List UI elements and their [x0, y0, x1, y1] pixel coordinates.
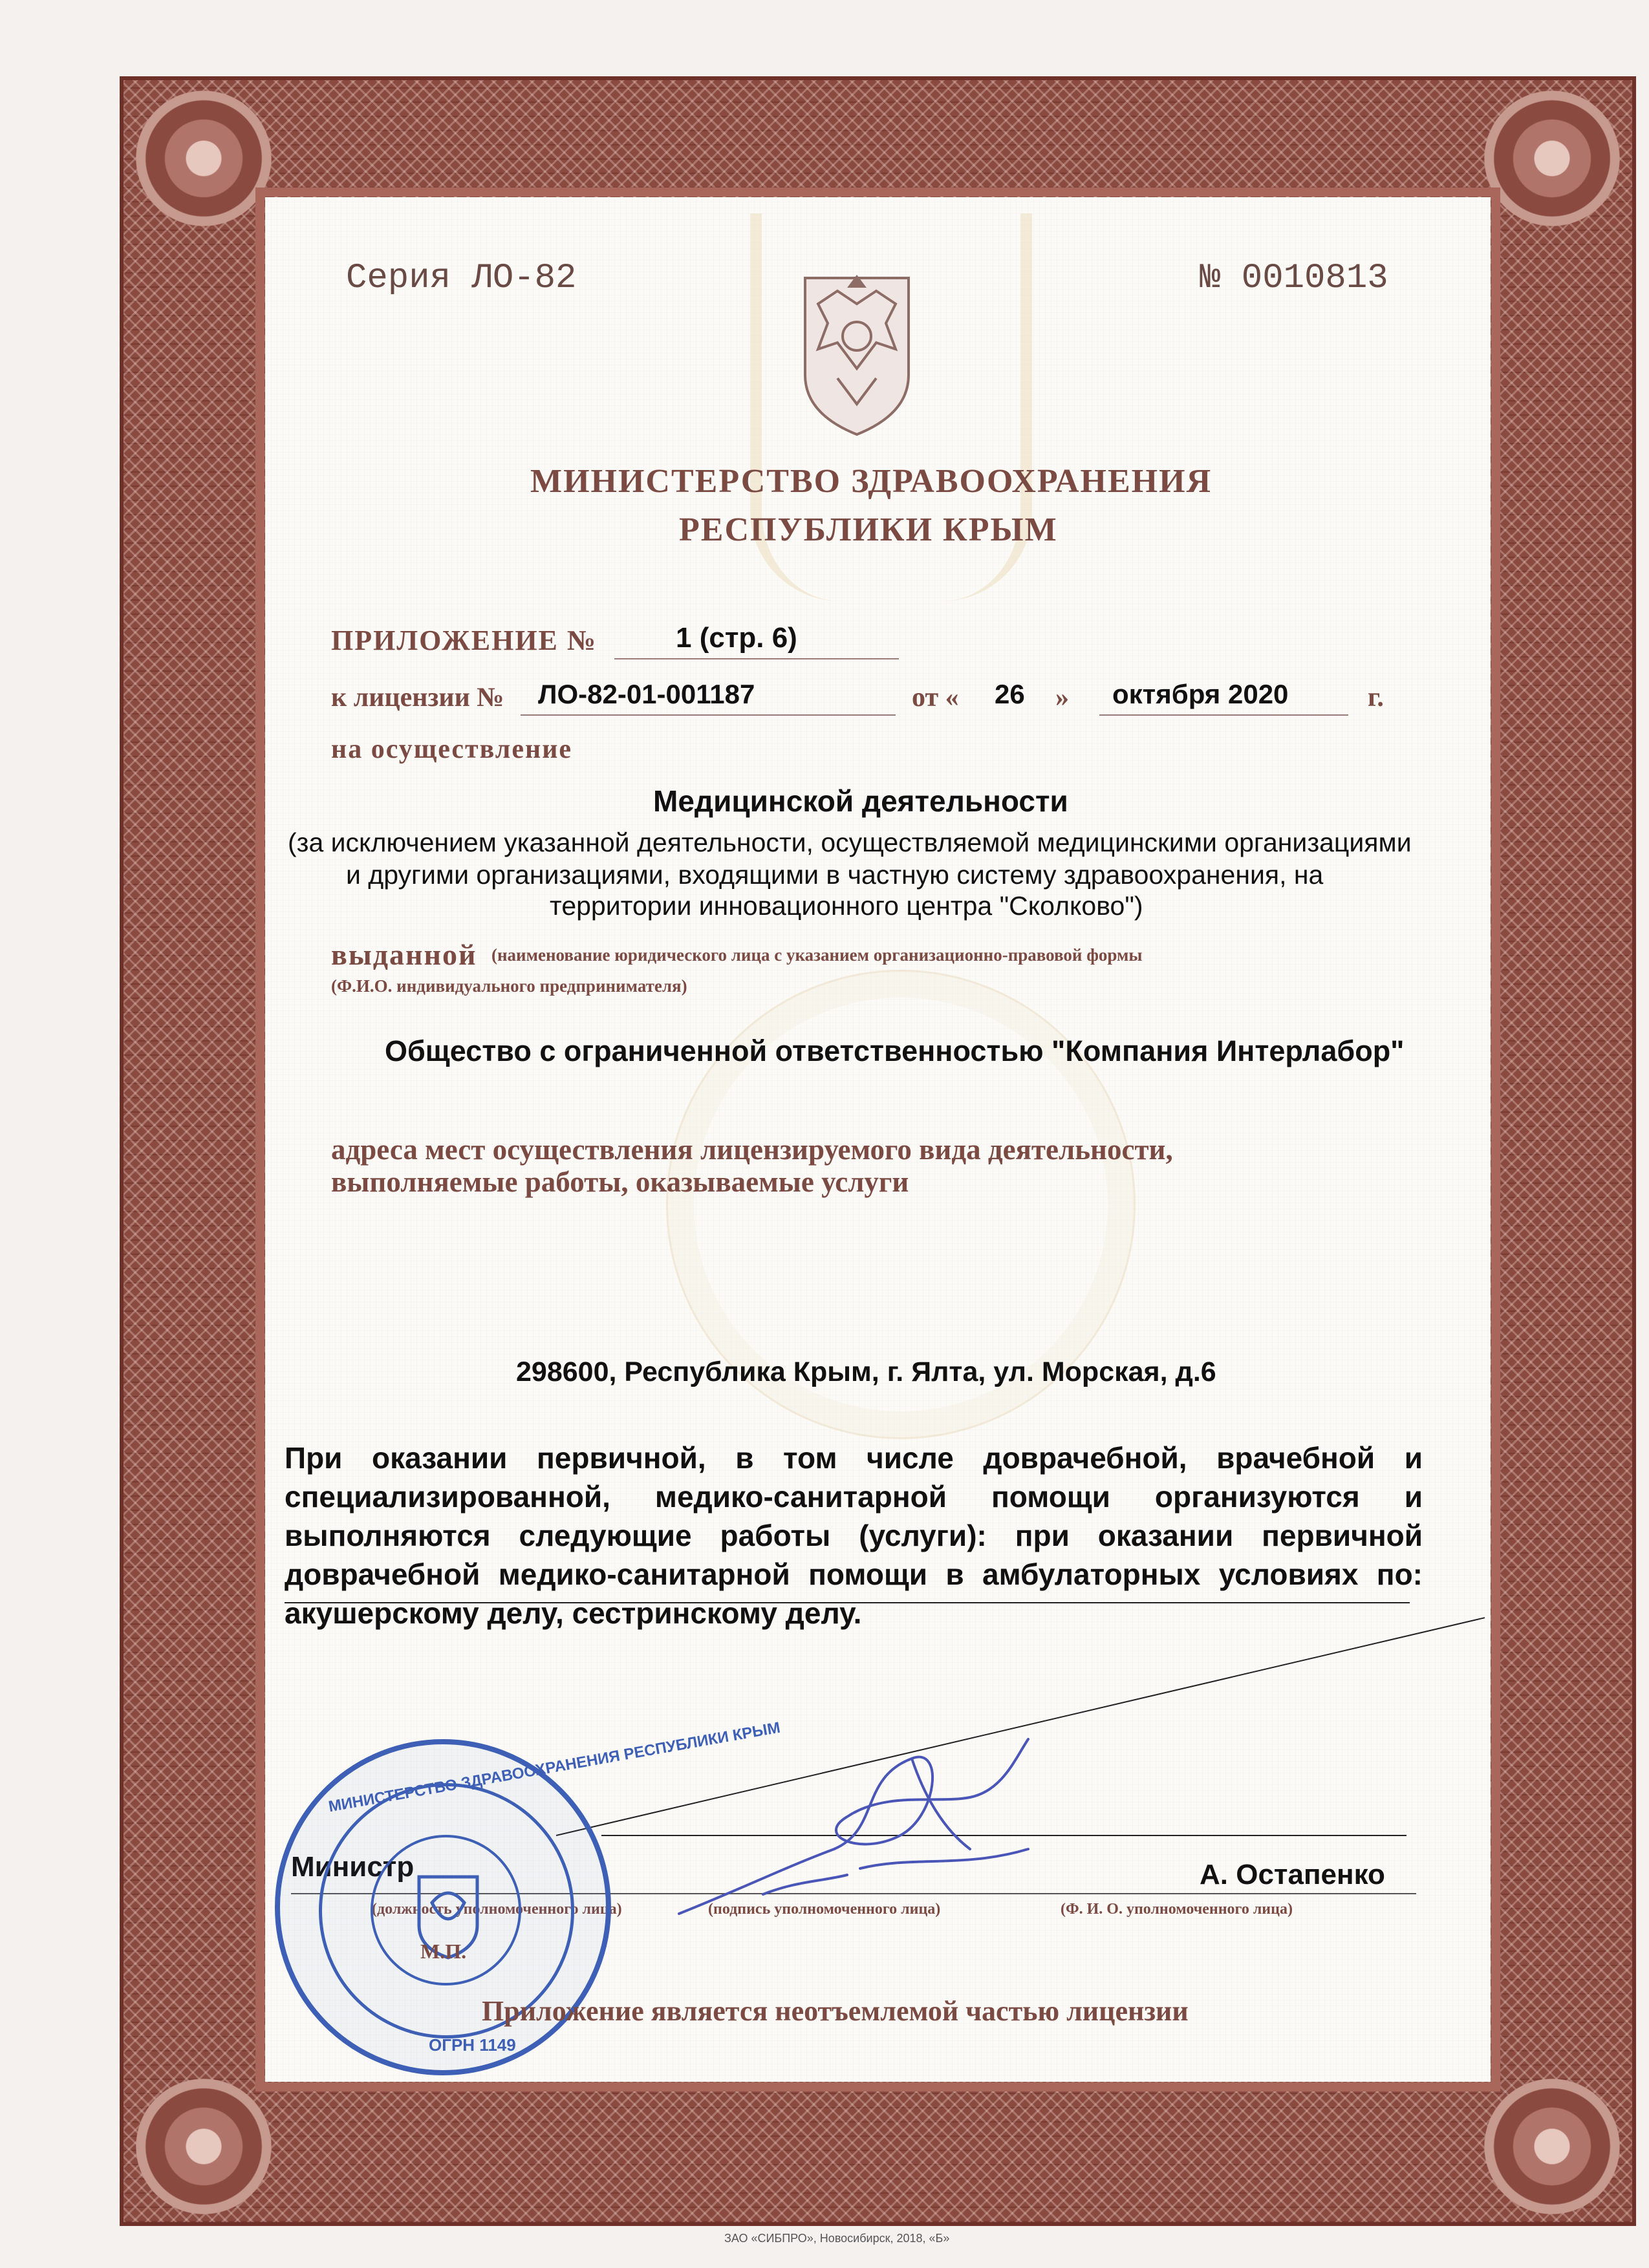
seal-ogrn: ОГРН 1149: [429, 2035, 516, 2055]
seal-ring-text: МИНИСТЕРСТВО ЗДРАВООХРАНЕНИЯ РЕСПУБЛИКИ КРЫМ: [327, 1718, 782, 1816]
activity-note-line3: территории инновационного центра "Сколково"): [550, 891, 1143, 921]
license-month-year: октября 2020: [1112, 679, 1289, 709]
position-caption: (должность уполномоченного лица): [372, 1901, 622, 1918]
appendix-label: ПРИЛОЖЕНИЕ №: [331, 625, 598, 656]
license-number: ЛО-82-01-001187: [538, 679, 755, 709]
activity-note-line1: (за исключением указанной деятельности, осуществляемой медицинскими организациями: [288, 828, 1412, 857]
signatory-position: Министр: [291, 1851, 415, 1883]
form-number: № 0010813: [1200, 259, 1388, 298]
printer-imprint: ЗАО «СИБПРО», Новосибирск, 2018, «Б»: [724, 2232, 950, 2245]
addresses-label-line2: выполняемые работы, оказываемые услуги: [331, 1166, 909, 1198]
z-line-top: [285, 1602, 1410, 1603]
issued-hint-line2: (Ф.И.О. индивидуального предпринимателя): [331, 976, 687, 996]
appendix-number: 1 (стр. 6): [676, 622, 797, 654]
authority-title-line2: РЕСПУБЛИКИ КРЫМ: [679, 511, 1058, 548]
activity-label: на осуществление: [331, 734, 573, 764]
appendix-statement: Приложение является неотъемлемой частью лицензии: [482, 1995, 1189, 2027]
handwritten-signature: [666, 1720, 1054, 1933]
corner-rosette-bottom-left: [136, 2079, 272, 2214]
license-month-underline: [1099, 714, 1348, 716]
signatory-name: А. Остапенко: [1200, 1859, 1385, 1890]
license-year-suffix: г.: [1368, 683, 1384, 712]
coat-of-arms-icon: [792, 265, 921, 440]
license-day: 26: [995, 679, 1025, 709]
series-label: Серия ЛО-82: [346, 259, 577, 298]
activity-title: Медицинской деятельности: [653, 784, 1068, 818]
license-label: к лицензии №: [331, 683, 504, 712]
issued-label: выданной: [331, 938, 477, 971]
services-description: При оказании первичной, в том числе доврачебной, врачебной и специализированной, медико-санитарной помощи организуются и выполняются следующие работы (услуги): при оказании первичной доврачебной медико-санитарной помощи в амбулаторных условиях по: акушерскому делу, сестринскому делу.: [285, 1441, 1423, 1630]
name-caption: (Ф. И. О. уполномоченного лица): [1061, 1901, 1293, 1918]
addresses-label-line1: адреса мест осуществления лицензируемого вида деятельности,: [331, 1133, 1173, 1166]
corner-rosette-top-right: [1484, 91, 1620, 226]
signature-caption: (подпись уполномоченного лица): [708, 1901, 941, 1918]
activity-address: 298600, Республика Крым, г. Ялта, ул. Морская, д.6: [516, 1356, 1216, 1387]
corner-rosette-top-left: [136, 91, 272, 226]
license-number-underline: [521, 714, 896, 716]
activity-note-line2: и другими организациями, входящими в частную систему здравоохранения, на: [346, 860, 1324, 890]
appendix-underline: [614, 658, 899, 659]
license-date-prefix: от «: [912, 683, 959, 712]
organization-name: Общество с ограниченной ответственностью "Компания Интерлабор": [385, 1034, 1405, 1067]
seal-mark: М.П.: [420, 1940, 467, 1963]
authority-title-line1: МИНИСТЕРСТВО ЗДРАВООХРАНЕНИЯ: [530, 463, 1212, 500]
issued-hint-line1: (наименование юридического лица с указанием организационно-правовой формы: [491, 945, 1143, 965]
license-date-close: »: [1055, 683, 1069, 712]
corner-rosette-bottom-right: [1484, 2079, 1620, 2214]
